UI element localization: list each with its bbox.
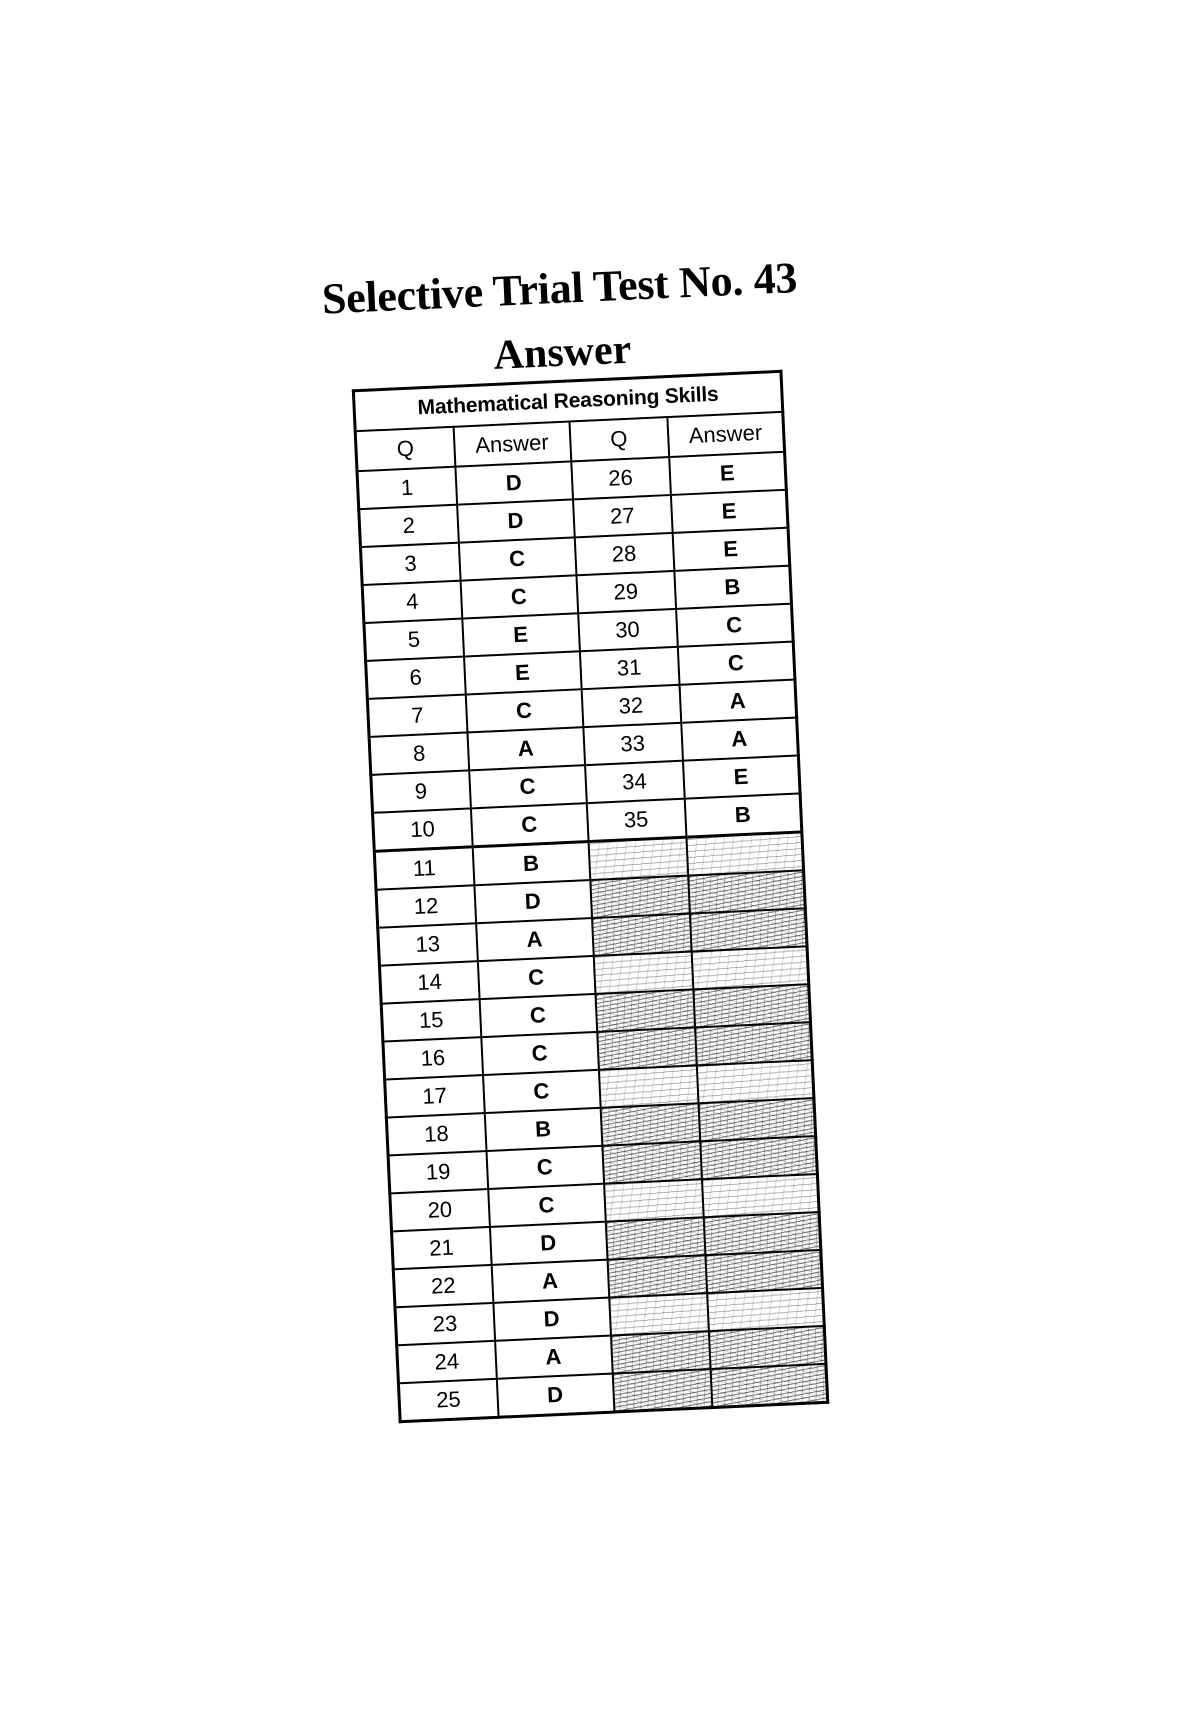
question-number: 12: [376, 885, 476, 927]
question-number: 8: [369, 732, 469, 774]
answer-letter: B: [684, 793, 802, 837]
hatched-blank-cell: [588, 837, 688, 880]
question-number: 3: [360, 543, 460, 585]
answer-letter: E: [672, 528, 790, 571]
answer-letter: D: [496, 1374, 614, 1418]
hatched-blank-cell: [710, 1364, 828, 1408]
question-number: 29: [576, 571, 676, 613]
column-header-answer-left: Answer: [453, 422, 571, 467]
column-header-q-right: Q: [569, 417, 669, 461]
question-number: 2: [359, 505, 459, 547]
answer-letter: C: [460, 575, 578, 618]
answer-table: [352, 370, 830, 1423]
answer-letter: E: [464, 651, 582, 694]
hatched-blank-cell: [610, 1331, 710, 1373]
hatched-blank-cell: [600, 1103, 700, 1145]
answer-letter: C: [486, 1146, 604, 1189]
hatched-blank-cell: [607, 1255, 707, 1297]
answer-letter: C: [676, 604, 794, 647]
hatched-blank-cell: [688, 870, 806, 913]
question-number: 13: [378, 923, 478, 965]
page-subtitle: Answer: [492, 326, 633, 379]
table-body: [357, 452, 828, 1422]
hatched-blank-cell: [689, 908, 807, 951]
hatched-blank-cell: [703, 1212, 821, 1255]
answer-letter: C: [677, 642, 795, 685]
hatched-blank-cell: [708, 1326, 826, 1369]
question-number: 30: [578, 609, 678, 651]
hatched-blank-cell: [696, 1060, 814, 1103]
hatched-blank-cell: [686, 832, 804, 876]
question-number: 34: [585, 761, 685, 803]
answer-letter: A: [495, 1336, 613, 1379]
answer-letter: D: [457, 499, 575, 542]
question-number: 5: [364, 619, 464, 661]
answer-letter: D: [474, 880, 592, 923]
answer-letter: D: [493, 1298, 611, 1341]
question-number: 10: [373, 808, 473, 851]
answer-letter: B: [472, 842, 590, 886]
section-header: Mathematical Reasoning Skills: [353, 371, 782, 431]
answer-letter: B: [674, 566, 792, 609]
answer-letter: C: [470, 803, 588, 847]
question-number: 15: [381, 999, 481, 1041]
hatched-blank-cell: [701, 1174, 819, 1217]
question-number: 11: [374, 847, 474, 890]
hatched-blank-cell: [593, 952, 693, 994]
hatched-blank-cell: [590, 876, 690, 918]
question-number: 26: [571, 457, 671, 499]
question-number: 23: [395, 1303, 495, 1345]
answer-letter: A: [476, 918, 594, 961]
answer-letter: E: [462, 613, 580, 656]
question-number: 25: [398, 1379, 498, 1422]
answer-letter: E: [682, 755, 800, 798]
hatched-blank-cell: [605, 1217, 705, 1259]
answer-letter: C: [481, 1032, 599, 1075]
hatched-blank-cell: [592, 914, 692, 956]
question-number: 22: [393, 1265, 493, 1307]
hatched-blank-cell: [695, 1022, 813, 1065]
hatched-blank-cell: [698, 1098, 816, 1141]
answer-letter: C: [477, 956, 595, 999]
hatched-blank-cell: [705, 1250, 823, 1293]
question-number: 1: [357, 467, 457, 509]
column-header-q-left: Q: [355, 427, 455, 471]
question-number: 24: [397, 1341, 497, 1383]
answer-letter: C: [458, 537, 576, 580]
hatched-blank-cell: [707, 1288, 825, 1331]
question-number: 17: [385, 1075, 485, 1117]
question-number: 32: [581, 685, 681, 727]
question-number: 33: [583, 723, 683, 765]
question-number: 35: [586, 799, 686, 842]
hatched-blank-cell: [700, 1136, 818, 1179]
hatched-blank-cell: [612, 1369, 712, 1412]
column-header-answer-right: Answer: [667, 412, 785, 457]
hatched-blank-cell: [609, 1293, 709, 1335]
answer-letter: C: [469, 765, 587, 808]
answer-letter: D: [455, 461, 573, 504]
answer-letter: A: [681, 718, 799, 761]
question-number: 27: [573, 495, 673, 537]
question-number: 20: [390, 1189, 490, 1231]
question-number: 4: [362, 581, 462, 623]
hatched-blank-cell: [691, 946, 809, 989]
hatched-blank-cell: [595, 989, 695, 1031]
answer-letter: C: [465, 689, 583, 732]
answer-letter: C: [483, 1070, 601, 1113]
answer-letter: C: [479, 994, 597, 1037]
question-number: 31: [579, 647, 679, 689]
hatched-blank-cell: [598, 1065, 698, 1107]
question-number: 6: [366, 657, 466, 699]
question-number: 9: [371, 770, 471, 812]
hatched-blank-cell: [693, 984, 811, 1027]
answer-letter: E: [669, 452, 787, 495]
answer-letter: A: [679, 680, 797, 723]
answer-letter: A: [491, 1260, 609, 1303]
answer-letter: A: [467, 727, 585, 770]
hatched-blank-cell: [602, 1141, 702, 1183]
answer-letter: D: [489, 1222, 607, 1265]
question-number: 14: [379, 961, 479, 1003]
question-number: 28: [574, 533, 674, 575]
question-number: 21: [392, 1227, 492, 1269]
answer-letter: E: [670, 490, 788, 533]
answer-letter: C: [488, 1184, 606, 1227]
hatched-blank-cell: [597, 1027, 697, 1069]
hatched-blank-cell: [604, 1179, 704, 1221]
question-number: 19: [388, 1151, 488, 1193]
question-number: 7: [367, 695, 467, 737]
answer-letter: B: [484, 1108, 602, 1151]
question-number: 18: [386, 1113, 486, 1155]
page-title: Selective Trial Test No. 43: [320, 253, 799, 324]
question-number: 16: [383, 1037, 483, 1079]
